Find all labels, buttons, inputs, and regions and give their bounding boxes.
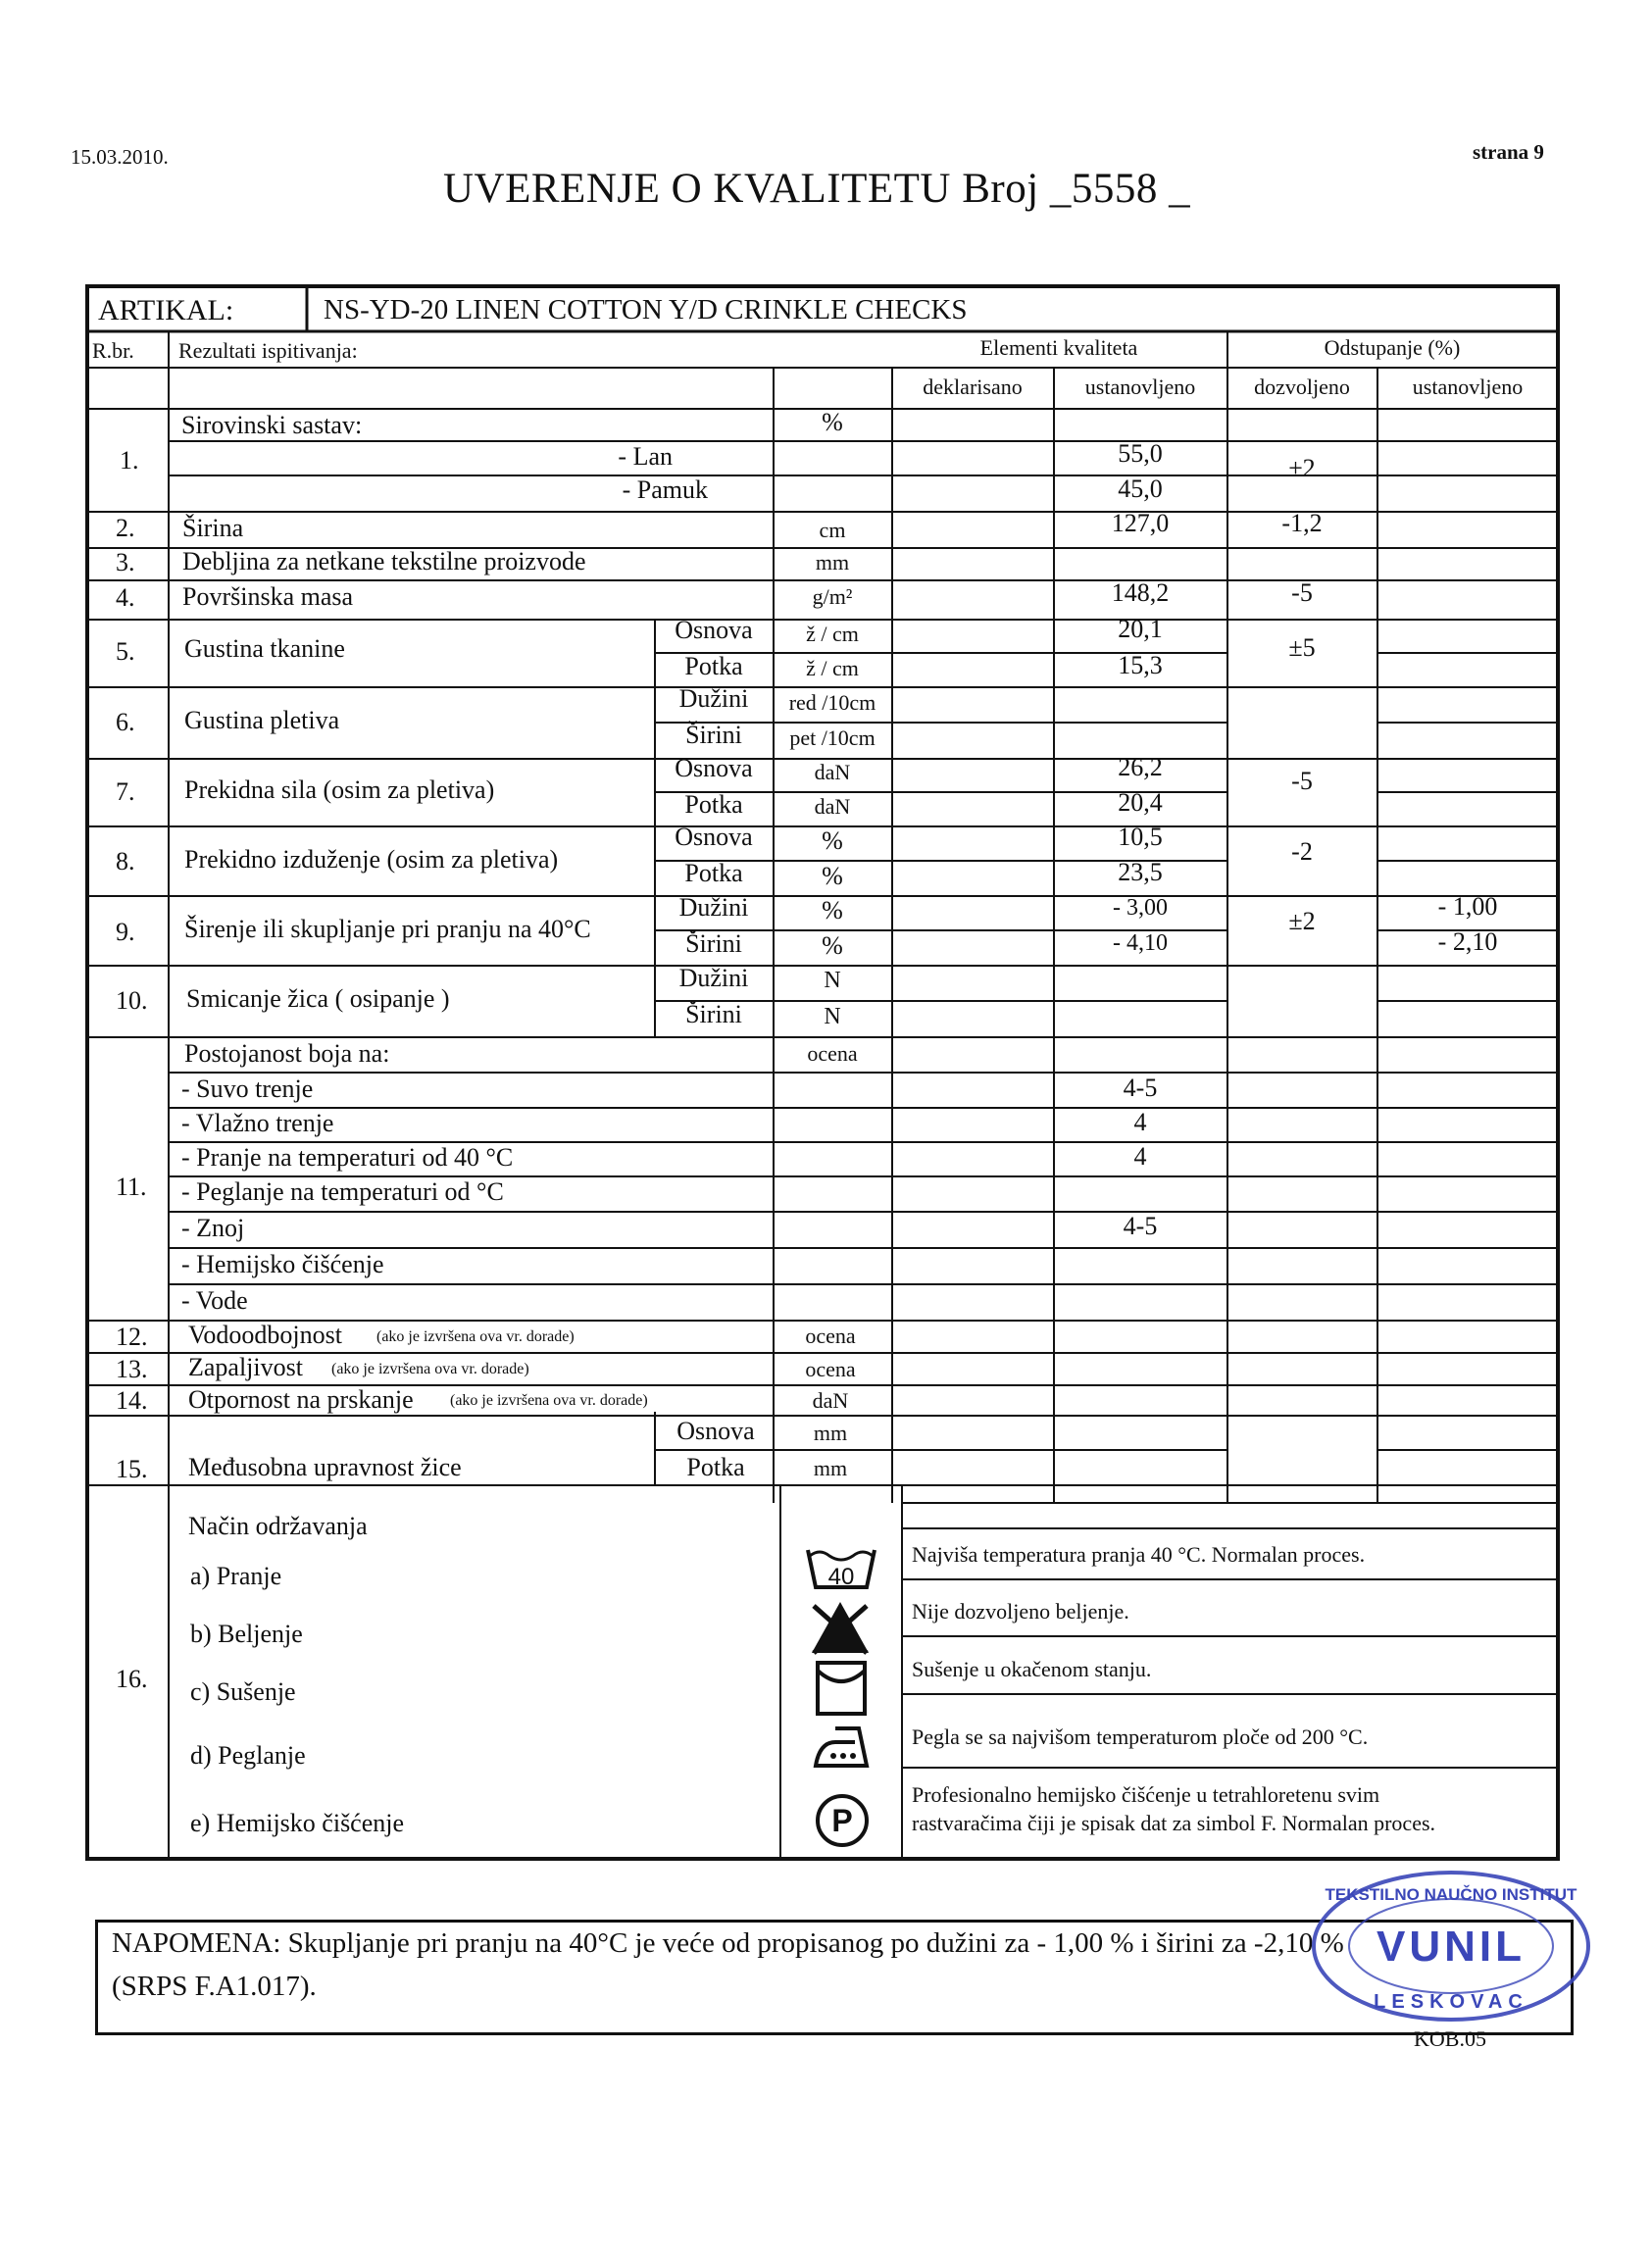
- row-number: 1.: [120, 446, 139, 475]
- care-item: d) Peglanje: [190, 1741, 306, 1770]
- col-header-ustanovljeno: ustanovljeno: [1084, 375, 1196, 399]
- row-unit: %: [822, 896, 843, 925]
- row-tolerance: -2: [1291, 837, 1313, 866]
- row-label: Gustina tkanine: [184, 634, 345, 663]
- col-header-elements: Elementi kvaliteta: [979, 335, 1138, 360]
- row-number: 10.: [116, 986, 148, 1015]
- row-deviation: - 1,00: [1437, 892, 1498, 921]
- row-sublabel: Potka: [684, 790, 743, 819]
- row-label: Međusobna upravnost žice: [188, 1453, 462, 1481]
- row-tolerance: -1,2: [1281, 509, 1323, 537]
- row-number: 8.: [116, 847, 135, 875]
- page-number: strana 9: [1473, 140, 1544, 164]
- row-sublabel: Osnova: [676, 1417, 755, 1445]
- row-deviation: - 2,10: [1437, 927, 1498, 956]
- row-number: 3.: [116, 548, 135, 576]
- row-value: 15,3: [1118, 651, 1163, 679]
- row-tolerance: -5: [1291, 767, 1313, 795]
- col-header-deklarisano: deklarisano: [923, 375, 1023, 399]
- colorfastness-value: 4-5: [1123, 1074, 1158, 1102]
- note-reference: (SRPS F.A1.017).: [112, 1971, 317, 2002]
- row-tolerance: ±2: [1288, 907, 1316, 935]
- wash-40-icon: [804, 1544, 878, 1591]
- row-unit: daN: [812, 1388, 849, 1413]
- row-unit: daN: [814, 760, 851, 784]
- form-code: KOB.05: [1414, 2026, 1486, 2051]
- col-header-deviation: Odstupanje (%): [1324, 335, 1461, 360]
- row-label: Debljina za netkane tekstilne proizvode: [182, 547, 586, 575]
- row-label: Širina: [182, 514, 244, 542]
- row-unit: %: [822, 826, 843, 855]
- dry-clean-p-icon: [814, 1792, 871, 1849]
- svg-text:TEKSTILNO NAUČNO INSTITUT: TEKSTILNO NAUČNO INSTITUT: [1325, 1885, 1577, 1904]
- row-label: Otpornost na prskanje: [188, 1385, 414, 1414]
- document-title: UVERENJE O KVALITETU Broj _5558 _: [443, 166, 1191, 212]
- row-unit: ocena: [805, 1324, 856, 1348]
- row-unit: cm: [819, 518, 846, 542]
- row-sublabel: - Pamuk: [622, 475, 708, 504]
- row-unit: g/m²: [812, 584, 853, 609]
- svg-text:40: 40: [827, 1564, 855, 1590]
- row-tolerance: -5: [1291, 578, 1313, 607]
- row-sublabel: Dužini: [678, 684, 749, 713]
- row-value: 20,1: [1118, 615, 1163, 643]
- row-sublabel: Osnova: [675, 754, 753, 782]
- row-unit: %: [822, 931, 843, 960]
- care-item: a) Pranje: [190, 1562, 282, 1590]
- row-label: Postojanost boja na:: [184, 1039, 390, 1068]
- row-number: 14.: [116, 1386, 148, 1415]
- row-unit: N: [824, 968, 841, 993]
- row-unit: pet /10cm: [789, 725, 876, 750]
- row-number: 4.: [116, 583, 135, 612]
- row-value: 20,4: [1118, 788, 1163, 817]
- row-value: 55,0: [1118, 439, 1163, 468]
- row-unit: daN: [814, 794, 851, 819]
- col-header-ustanovljeno-deviation: ustanovljeno: [1412, 375, 1524, 399]
- row-label: Sirovinski sastav:: [181, 411, 363, 439]
- row-number: 9.: [116, 918, 135, 946]
- care-item: c) Sušenje: [190, 1677, 296, 1706]
- colorfastness-item: - Hemijsko čišćenje: [181, 1250, 384, 1278]
- no-bleach-icon: [808, 1598, 873, 1657]
- row-label: Površinska masa: [182, 582, 354, 611]
- row-label: Način održavanja: [188, 1512, 368, 1540]
- row-unit: ž / cm: [806, 622, 859, 646]
- row-sublabel: Potka: [684, 859, 743, 887]
- care-description: Sušenje u okačenom stanju.: [912, 1657, 1152, 1681]
- row-value: 10,5: [1118, 823, 1163, 851]
- row-label: Prekidna sila (osim za pletiva): [184, 775, 495, 804]
- row-value: - 4,10: [1113, 930, 1168, 956]
- row-label: Zapaljivost: [188, 1353, 303, 1381]
- row-sublabel: Širini: [685, 929, 742, 958]
- care-description: Pegla se sa najvišom temperaturom ploče od 200 °C.: [912, 1724, 1369, 1749]
- colorfastness-item: - Znoj: [181, 1214, 245, 1242]
- colorfastness-value: 4-5: [1123, 1212, 1158, 1240]
- row-note: (ako je izvršena ova vr. dorade): [450, 1392, 648, 1409]
- row-unit: N: [824, 1004, 841, 1029]
- row-number: 12.: [116, 1323, 148, 1351]
- row-unit: %: [822, 862, 843, 890]
- row-value: 127,0: [1111, 509, 1170, 537]
- row-value: 148,2: [1111, 578, 1170, 607]
- row-number: 16.: [116, 1665, 148, 1693]
- artikal-label: ARTIKAL:: [98, 294, 234, 326]
- row-label: Prekidno izduženje (osim za pletiva): [184, 845, 559, 874]
- colorfastness-value: 4: [1133, 1142, 1147, 1171]
- row-sublabel: Širini: [685, 1000, 742, 1028]
- row-sublabel: Dužini: [678, 964, 749, 992]
- iron-200-icon: [812, 1721, 873, 1772]
- row-unit: mm: [813, 1456, 848, 1480]
- svg-text:LESKOVAC: LESKOVAC: [1374, 1991, 1528, 2013]
- row-sublabel: Potka: [686, 1453, 745, 1481]
- row-sublabel: Potka: [684, 652, 743, 680]
- row-sublabel: Dužini: [678, 893, 749, 922]
- svg-text:P: P: [831, 1803, 853, 1838]
- artikal-value: NS-YD-20 LINEN COTTON Y/D CRINKLE CHECKS: [324, 294, 968, 325]
- colorfastness-item: - Vode: [181, 1286, 248, 1315]
- care-description: Nije dozvoljeno beljenje.: [912, 1599, 1129, 1624]
- institute-stamp: [1304, 1863, 1598, 2029]
- care-description: rastvaračima čiji je spisak dat za simbol F. Normalan proces.: [912, 1811, 1436, 1835]
- row-number: 13.: [116, 1355, 148, 1383]
- row-label: Smicanje žica ( osipanje ): [186, 984, 450, 1013]
- note-text: NAPOMENA: Skupljanje pri pranju na 40°C je veće od propisanog po dužini za - 1,00 % i širini za -2,10 %: [112, 1927, 1344, 1959]
- row-unit: %: [822, 408, 843, 436]
- row-note: (ako je izvršena ova vr. dorade): [331, 1361, 529, 1377]
- colorfastness-value: 4: [1133, 1108, 1147, 1136]
- document-date: 15.03.2010.: [71, 145, 169, 169]
- col-header-dozvoljeno: dozvoljeno: [1254, 375, 1350, 399]
- col-header-rbr: R.br.: [92, 338, 134, 363]
- row-label: Gustina pletiva: [184, 706, 340, 734]
- row-sublabel: Širini: [685, 721, 742, 749]
- row-sublabel: Osnova: [675, 616, 753, 644]
- row-label: Vodoodbojnost: [188, 1321, 342, 1349]
- row-number: 15.: [116, 1455, 148, 1483]
- svg-text:VUNIL: VUNIL: [1377, 1923, 1526, 1971]
- row-tolerance: ±2: [1288, 454, 1316, 482]
- row-number: 11.: [116, 1173, 147, 1201]
- col-header-results: Rezultati ispitivanja:: [178, 338, 358, 363]
- row-unit: mm: [813, 1421, 848, 1445]
- colorfastness-item: - Vlažno trenje: [181, 1109, 334, 1137]
- line-dry-icon: [814, 1659, 869, 1718]
- care-item: e) Hemijsko čišćenje: [190, 1809, 405, 1837]
- row-unit: ocena: [807, 1041, 858, 1066]
- row-note: (ako je izvršena ova vr. dorade): [376, 1328, 575, 1345]
- row-unit: mm: [815, 550, 850, 575]
- row-tolerance: ±5: [1288, 633, 1316, 662]
- row-unit: red /10cm: [788, 690, 876, 715]
- row-unit: ocena: [805, 1357, 856, 1381]
- care-description: Profesionalno hemijsko čišćenje u tetrahloretenu svim: [912, 1782, 1380, 1807]
- row-value: 23,5: [1118, 858, 1163, 886]
- colorfastness-item: - Suvo trenje: [181, 1075, 314, 1103]
- care-description: Najviša temperatura pranja 40 °C. Normalan proces.: [912, 1542, 1366, 1567]
- row-number: 5.: [116, 637, 135, 666]
- row-number: 6.: [116, 708, 135, 736]
- colorfastness-item: - Peglanje na temperaturi od °C: [181, 1177, 504, 1206]
- row-sublabel: Osnova: [675, 823, 753, 851]
- row-value: 26,2: [1118, 753, 1163, 781]
- care-item: b) Beljenje: [190, 1620, 303, 1648]
- row-number: 2.: [116, 514, 135, 542]
- row-label: Širenje ili skupljanje pri pranju na 40°C: [184, 915, 591, 943]
- row-unit: ž / cm: [806, 656, 859, 680]
- row-value: 45,0: [1118, 475, 1163, 503]
- row-number: 7.: [116, 777, 135, 806]
- row-value: - 3,00: [1113, 895, 1168, 921]
- row-sublabel: - Lan: [618, 442, 673, 471]
- colorfastness-item: - Pranje na temperaturi od 40 °C: [181, 1143, 514, 1172]
